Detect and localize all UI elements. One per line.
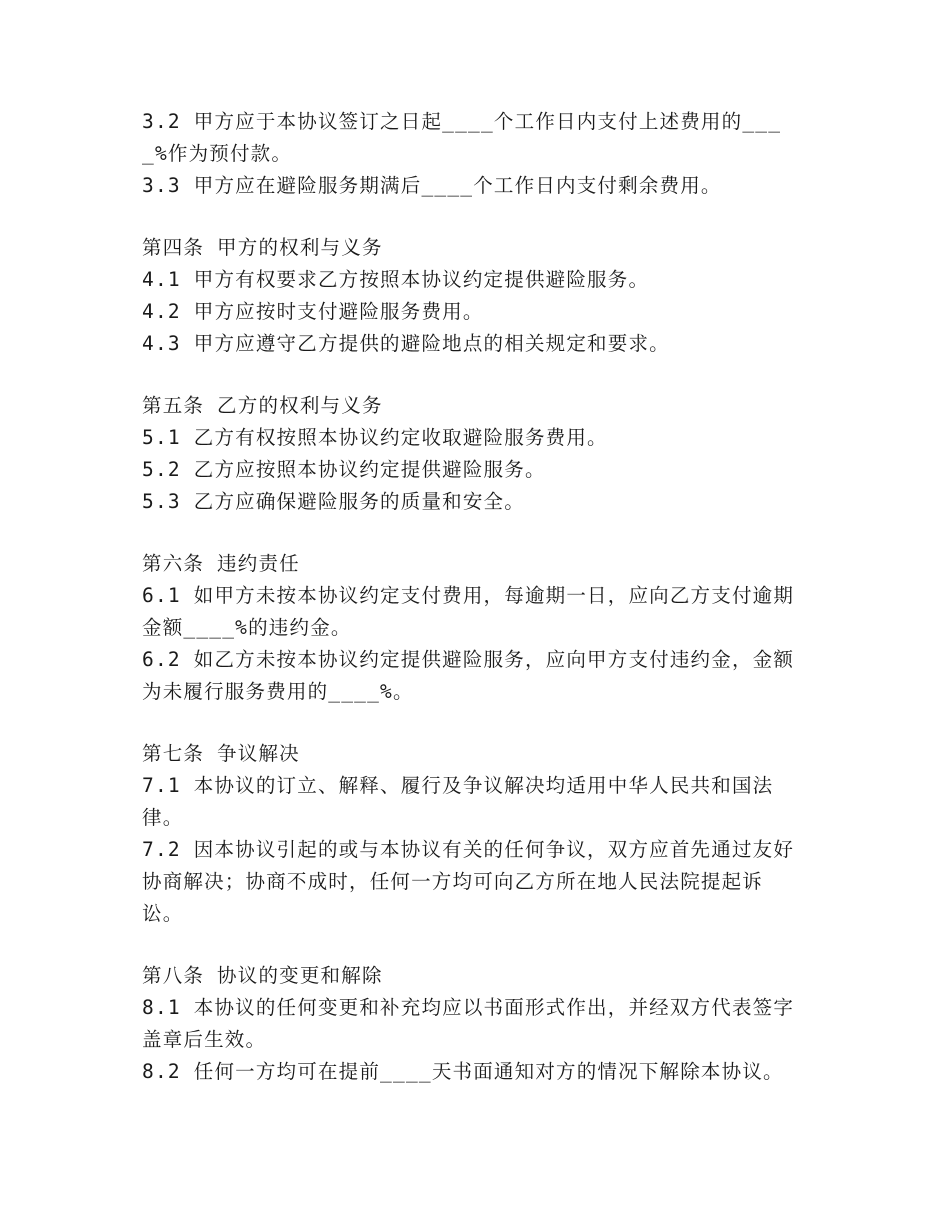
section-7 bbox=[142, 738, 802, 930]
section-heading: 第六条 违约责任 bbox=[142, 552, 300, 575]
clause-5-3: 5.3 乙方应确保避险服务的质量和安全。 bbox=[142, 490, 525, 513]
clause-4-3: 4.3 甲方应遵守乙方提供的避险地点的相关规定和要求。 bbox=[142, 332, 670, 355]
section-heading: 第四条 甲方的权利与义务 bbox=[142, 236, 383, 259]
document-page bbox=[142, 106, 802, 1088]
clause-5-2: 5.2 乙方应按照本协议约定提供避险服务。 bbox=[142, 458, 546, 481]
clause-7-2: 7.2 因本协议引起的或与本协议有关的任何争议，双方应首先通过友好协商解决；协商不成时，任何一方均可向乙方所在地人民法院提起诉讼。 bbox=[142, 838, 795, 925]
section-heading: 第五条 乙方的权利与义务 bbox=[142, 394, 383, 417]
section-6 bbox=[142, 548, 802, 708]
clause-6-1: 6.1 如甲方未按本协议约定支付费用，每逾期一日，应向乙方支付逾期金额____%的违约金。 bbox=[142, 584, 795, 639]
clause-8-1: 8.1 本协议的任何变更和补充均应以书面形式作出，并经双方代表签字盖章后生效。 bbox=[142, 996, 795, 1051]
clause-3-3: 3.3 甲方应在避险服务期满后____个工作日内支付剩余费用。 bbox=[142, 174, 722, 197]
clause-4-2: 4.2 甲方应按时支付避险服务费用。 bbox=[142, 300, 484, 323]
section-heading: 第八条 协议的变更和解除 bbox=[142, 964, 383, 987]
section-4 bbox=[142, 232, 802, 360]
section-3 bbox=[142, 106, 802, 202]
section-5 bbox=[142, 390, 802, 518]
clause-7-1: 7.1 本协议的订立、解释、履行及争议解决均适用中华人民共和国法律。 bbox=[142, 774, 774, 829]
section-8 bbox=[142, 960, 802, 1088]
clause-3-2: 3.2 甲方应于本协议签订之日起____个工作日内支付上述费用的____%作为预付款。 bbox=[142, 110, 782, 165]
clause-5-1: 5.1 乙方有权按照本协议约定收取避险服务费用。 bbox=[142, 426, 608, 449]
section-heading: 第七条 争议解决 bbox=[142, 742, 300, 765]
clause-4-1: 4.1 甲方有权要求乙方按照本协议约定提供避险服务。 bbox=[142, 268, 650, 291]
clause-8-2: 8.2 任何一方均可在提前____天书面通知对方的情况下解除本协议。 bbox=[142, 1060, 784, 1083]
clause-6-2: 6.2 如乙方未按本协议约定提供避险服务，应向甲方支付违约金，金额为未履行服务费用的____%。 bbox=[142, 648, 795, 703]
